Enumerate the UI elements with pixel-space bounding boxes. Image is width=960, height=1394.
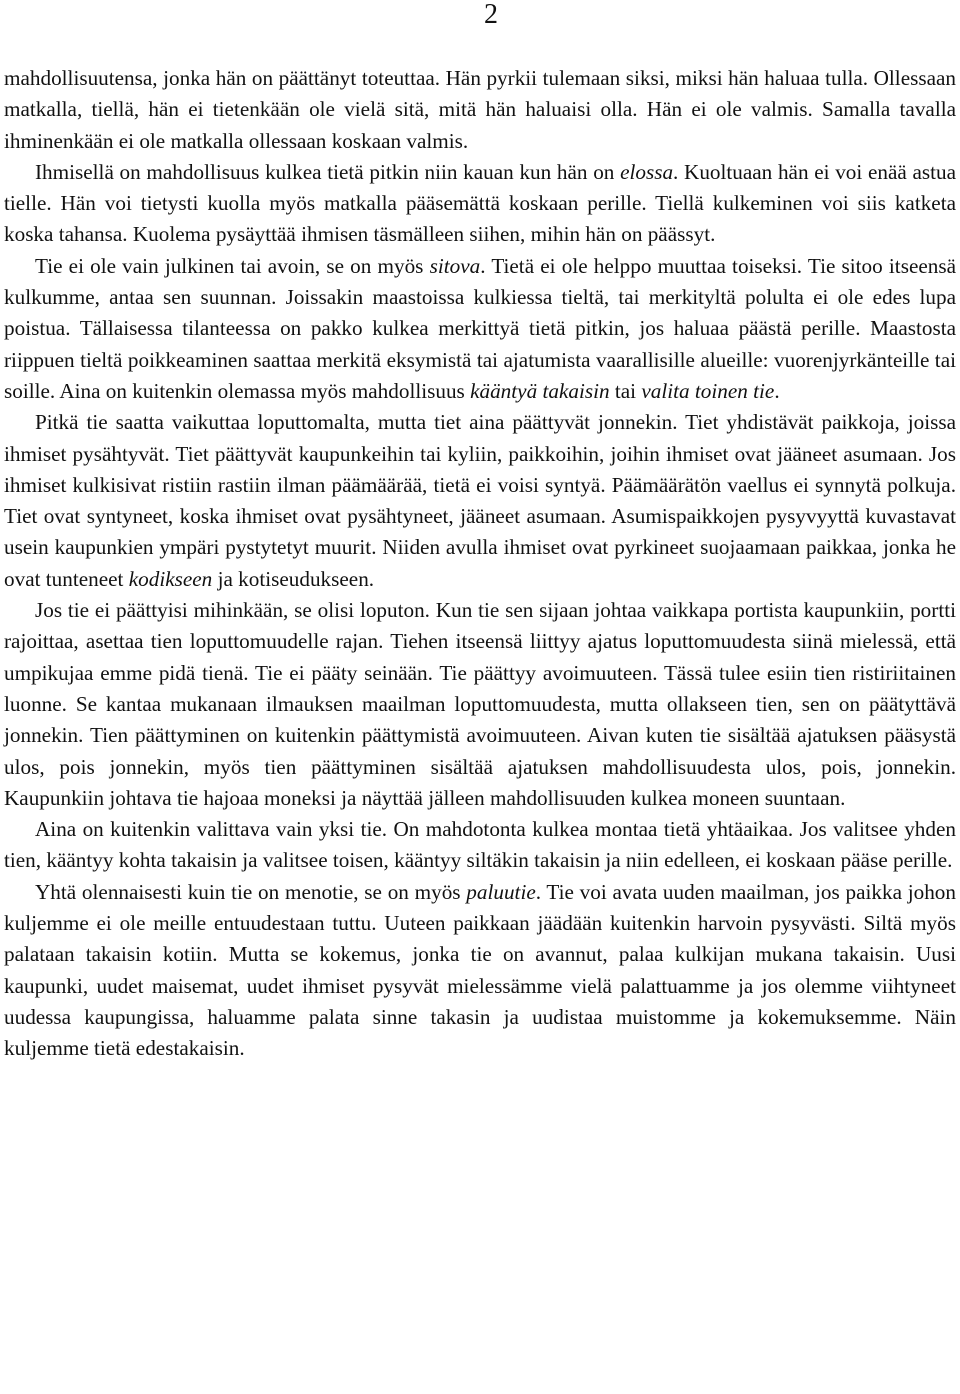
- paragraph-text: . Tie voi avata uuden maailman, jos paikka johon kuljemme ei ole meille entuudestaan tuttu. Uuteen paikkaan jäädään kuitenkin harvoin pysyvästi. Siltä myös palataan takaisin kotiin. Mutta se kokemus, jonka tie on avannut, palaa kulkijan mukana takaisin. Uusi kaupunki, uudet maisemat, uudet ihmiset pysyvät mielessämme vielä palattuamme ja jos olemme viihtyneet uudessa kaupungissa, haluamme palata sinne takasin ja uudistaa muistomme ja kokemuksemme. Näin kuljemme tietä edestakaisin.: [4, 879, 956, 1061]
- paragraph-text: .: [774, 378, 780, 403]
- paragraph: [4, 63, 956, 157]
- italic-text: kodikseen: [128, 566, 213, 591]
- paragraph: [4, 877, 956, 1065]
- paragraph-text: Ihmisellä on mahdollisuus kulkea tietä pitkin niin kauan kun hän on: [35, 159, 621, 184]
- page-number: 2: [484, 0, 498, 30]
- paragraph-text: Tie ei ole vain julkinen tai avoin, se on myös: [35, 253, 430, 278]
- body-text: [4, 63, 956, 1065]
- paragraph-text: . Kuoltuaan hän ei voi enää astua tielle. Hän voi tietysti kuolla myös matkalla pääsemättä koskaan perille. Tiellä kulkeminen voi siis katketa koska tahansa. Kuolema pysäyttää ihmisen täsmälleen siihen, mihin hän on päässyt.: [4, 159, 956, 247]
- paragraph: [4, 407, 956, 595]
- paragraph: [4, 157, 956, 251]
- italic-text: valita toinen tie: [641, 378, 775, 403]
- paragraph: [4, 251, 956, 407]
- paragraph-text: Yhtä olennaisesti kuin tie on menotie, se on myös: [35, 879, 467, 904]
- paragraph-text: . Tietä ei ole helppo muuttaa toiseksi. Tie sitoo itseensä kulkumme, antaa sen suunnan. Joissakin maastoissa kulkiessa tieltä, tai merkityltä polulta ei ole edes lupa poistua. Tällaisessa tilanteessa on pakko kulkea merkittyä tietä pitkin, jos haluaa päästä perille. Maastosta riippuen tieltä poikkeaminen saattaa merkitä eksymistä tai ajatumista vaarallisille alueille: vuorenjyrkänteille tai soille. Aina on kuitenkin olemassa myös mahdollisuus: [4, 253, 956, 403]
- italic-text: kääntyä takaisin: [470, 378, 610, 403]
- paragraph-text: tai: [609, 378, 642, 403]
- paragraph-text: Pitkä tie saatta vaikuttaa loputtomalta, mutta tiet aina päättyvät jonnekin. Tiet yhdistävät paikkoja, joissa ihmiset pysähtyvät. Tiet päättyvät kaupunkeihin tai kyliin, paikkoihin, joihin ihmiset ovat jääneet asumaan. Jos ihmiset kulkisivat ristiin rastiin ilman päämäärää, tietä ei voisi syntyä. Päämäärätön vaellus ei synnytä polkuja. Tiet ovat syntyneet, koska ihmiset ovat pysähtyneet, jääneet asumaan. Asumispaikkojen pysyvyyttä kuvastavat usein kaupunkien ympäri pystytetyt muurit. Niiden avulla ihmiset ovat pyrkineet suojaamaan paikkaa, jonka he ovat tunteneet: [4, 410, 956, 591]
- paragraph-text: ja kotiseudukseen.: [212, 566, 375, 591]
- paragraph: [4, 595, 956, 814]
- italic-text: paluutie: [466, 879, 536, 904]
- italic-text: sitova: [429, 253, 481, 278]
- paragraph-text: mahdollisuutensa, jonka hän on päättänyt toteuttaa. Hän pyrkii tulemaan siksi, miksi hän haluaa tulla. Ollessaan matkalla, tiellä, hän ei tietenkään ole vielä sitä, mitä hän haluaisi olla. Hän ei ole valmis. Samalla tavalla ihminenkään ei ole matkalla ollessaan koskaan valmis.: [4, 66, 956, 153]
- paragraph-text: Jos tie ei päättyisi mihinkään, se olisi loputon. Kun tie sen sijaan johtaa vaikkapa portista kaupunkiin, portti rajoittaa, asettaa tien loputtomuudelle rajan. Tiehen itseensä liittyy ajatus loputtomuudesta siinä mielessä, että umpikujaa emme pidä tienä. Tie ei pääty seinään. Tie päättyy avoimuuteen. Tässä tulee esiin tien ristiriitainen luonne. Se kantaa mukanaan ilmauksen maailman loputtomuudesta, mutta ollakseen tien, sen on päätyttävä jonnekin. Tien päättyminen on kuitenkin päättymistä avoimuuteen. Aivan kuten tie sisältää ajatuksen pääsystä ulos, pois jonnekin, myös tien päättyminen sisältää ajatuksen mahdollisuudesta ulos, pois, jonnekin. Kaupunkiin johtava tie hajoaa moneksi ja näyttää jälleen mahdollisuuden kulkea moneen suuntaan.: [4, 598, 956, 810]
- paragraph: [4, 814, 956, 877]
- italic-text: elossa: [620, 159, 674, 184]
- paragraph-text: Aina on kuitenkin valittava vain yksi tie. On mahdotonta kulkea montaa tietä yhtäaikaa. Jos valitsee yhden tien, kääntyy kohta takaisin ja valitsee toisen, kääntyy siltäkin takaisin ja niin edelleen, ei koskaan pääse perille.: [4, 817, 956, 873]
